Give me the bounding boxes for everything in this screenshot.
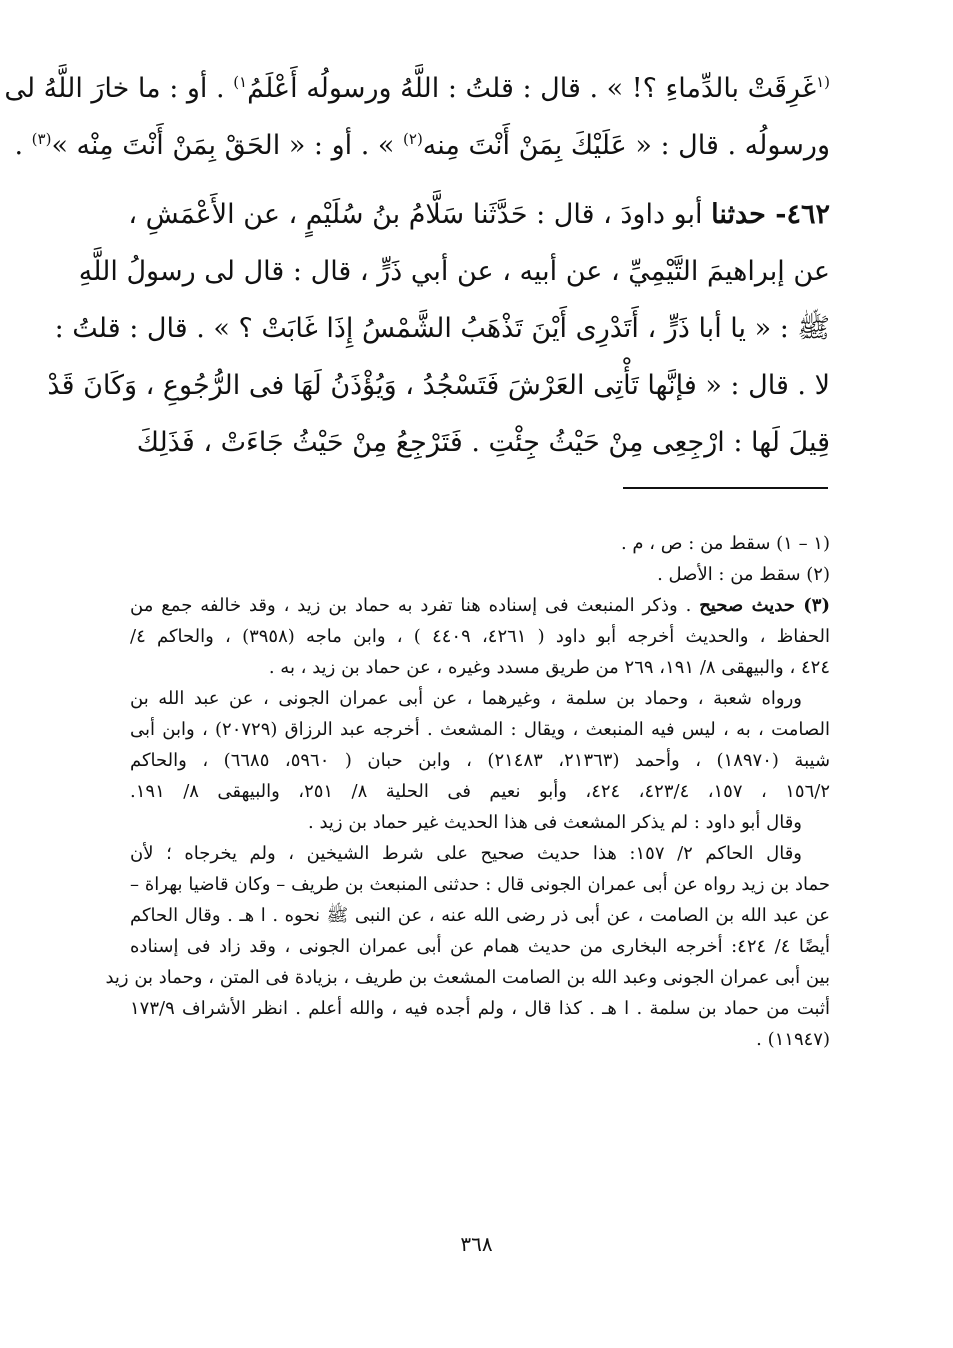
main-text-line: [100, 186, 830, 243]
footnote-3-line: وقال الحاكم ٢/ ١٥٧: هذا حديث صحيح على شرط الشيخين ، ولم يخرجاه ؛ لأن: [130, 843, 802, 864]
footnote-3-line: ٤٢٤ ، والبيهقى ٨/ ١٩١، ٢٦٩ من طريق مسدد وغيره ، عن حماد بن زيد ، به .: [268, 657, 830, 678]
footnote-3-line: [130, 590, 830, 621]
main-text-line: [14, 117, 830, 174]
footnote-3-line: أيضًا ٤/ ٤٢٤: أخرجه البخارى من حديث همام عن أبى عمران الجونى ، وقد زاد فى إسناده: [130, 936, 830, 957]
main-text-line: لا . قال : « فإنَّها تَأْتِى العَرْشَ فَتَسْجُدُ ، وَيُؤْذَنُ لَهَا فى الرُّجُوعِ ، وَكَانَ قَدْ: [47, 370, 830, 401]
footnote-3-line: حماد بن زيد رواه عن أبى عمران الجونى قال : حدثنى المنبعث بن طريف – وكان قاضيا بهراة –: [130, 874, 830, 895]
text-run: .: [14, 130, 32, 161]
main-text-line: عن إبراهيمَ التَّيْمِيِّ ، عن أبيه ، عن أبي ذَرٍّ ، قال : قال لى رسولُ اللَّهِ: [78, 256, 830, 287]
main-text-line: ﷺ : « يا أبا ذَرٍّ ، أَتَدْرِى أَيْنَ تَذْهَبُ الشَّمْسُ إِذَا غَابَتْ ؟ » . قال : قلتُ :: [54, 313, 830, 344]
footnote-3-line: أثبت من حماد بن سلمة . ا هـ . كذا قال ، ولم أجده فيه ، والله أعلم . انظر الأشراف ١٧٣/٩: [130, 998, 830, 1019]
footnote-2: (٢) سقط من : الأصل .: [657, 564, 830, 585]
footnote-3-line: الحفاظ ، والحديث أخرجه أبو داود ( ٤٢٦١، ٤٤٠٩ ) ، وابن ماجه (٣٩٥٨) ، والحاكم ٤/: [130, 626, 831, 647]
page-number: ٣٦٨: [460, 1232, 493, 1256]
footnote-marker: (٢): [403, 130, 423, 148]
text-run: » . أو : « الحَقْ بِمَنْ أَنْتَ مِنْه »: [51, 130, 404, 161]
footnote-3-line: الصامت ، به ، ليس فيه المنبعث ، ويقال : المشعث . أخرجه عبد الرزاق (٢٠٧٢٩) ، وابن أبى: [130, 719, 830, 740]
footnote-3-label: (٣) حديث صحيح: [699, 595, 830, 616]
footnote-3-line: بين أبى عمران الجونى وعبد الله بن الصامت المشعث بن طريف ، بزيادة فى المتن ، وحماد بن زيد: [105, 967, 830, 988]
footnote-3-line: عن عبد الله بن الصامت ، عن أبى ذر رضى الله عنه ، عن النبى ﷺ نحوه . ا هـ . وقال الحاكم: [130, 905, 830, 926]
footnote-3-line: (١١٩٤٧) .: [756, 1029, 830, 1050]
footnote-marker: (٣): [31, 130, 52, 148]
text-run: غَرِقَتْ بالدِّماءِ ؟! » . قال : قلتُ : اللَّهُ ورسولُه أَعْلَمُ: [247, 73, 817, 104]
footnote-3-line: ورواه شعبة ، وحماد بن سلمة ، وغيرهما ، عن أبى عمران الجونى ، عن عبد الله بن: [130, 688, 802, 709]
footnote-3-line: وقال أبو داود : لم يذكر المشعث فى هذا الحديث غير حماد بن زيد .: [308, 812, 802, 833]
text-run: . أو : ما خارَ اللَّهُ لى: [4, 73, 234, 104]
text-run: أبو داودَ ، قال : حَدَّثَنا سَلَّامُ بنُ سُلَيْمٍ ، عن الأَعْمَشِ ،: [128, 199, 712, 230]
main-text-line: [4, 60, 830, 117]
footnotes-block: [105, 528, 831, 1055]
footnote-3-line: ١٥٦/٢ ، ١٥٧، ٤٢٣/٤، ٤٢٤، وأبو نعيم فى الحلية ٨/ ٢٥١، والبيهقى ٨/ ١٩١.: [130, 781, 830, 802]
footnote-separator: [623, 487, 828, 489]
main-text-block: [4, 60, 830, 471]
main-text-line: قِيلَ لَها : ارْجِعِى مِنْ حَيْثُ جِئْتِ . فَتَرْجِعُ مِنْ حَيْثُ جَاءَتْ ، فَذَلِكَ: [136, 427, 830, 458]
footnote-1: (١ – ١) سقط من : ص ، م .: [620, 533, 830, 554]
footnote-marker: (١: [816, 73, 830, 91]
hadith-number: ٤٦٢- حدثنا: [711, 199, 830, 230]
footnote-3-line: شيبة (١٨٩٧٠) ، وأحمد (٢١٣٦٣، ٢١٤٨٣) ، وابن حبان ( ٥٩٦٠، ٦٦٨٥) ، والحاكم: [130, 750, 831, 771]
text-run: ورسولُه . قال : « عَلَيْكَ بِمَنْ أَنْتَ مِنه: [422, 130, 830, 161]
text-run: . وذكر المنبعث فى إسناده هنا تفرد به حماد بن زيد ، وقد خالفه جمع من: [130, 595, 700, 616]
footnote-marker: ١): [233, 73, 248, 91]
